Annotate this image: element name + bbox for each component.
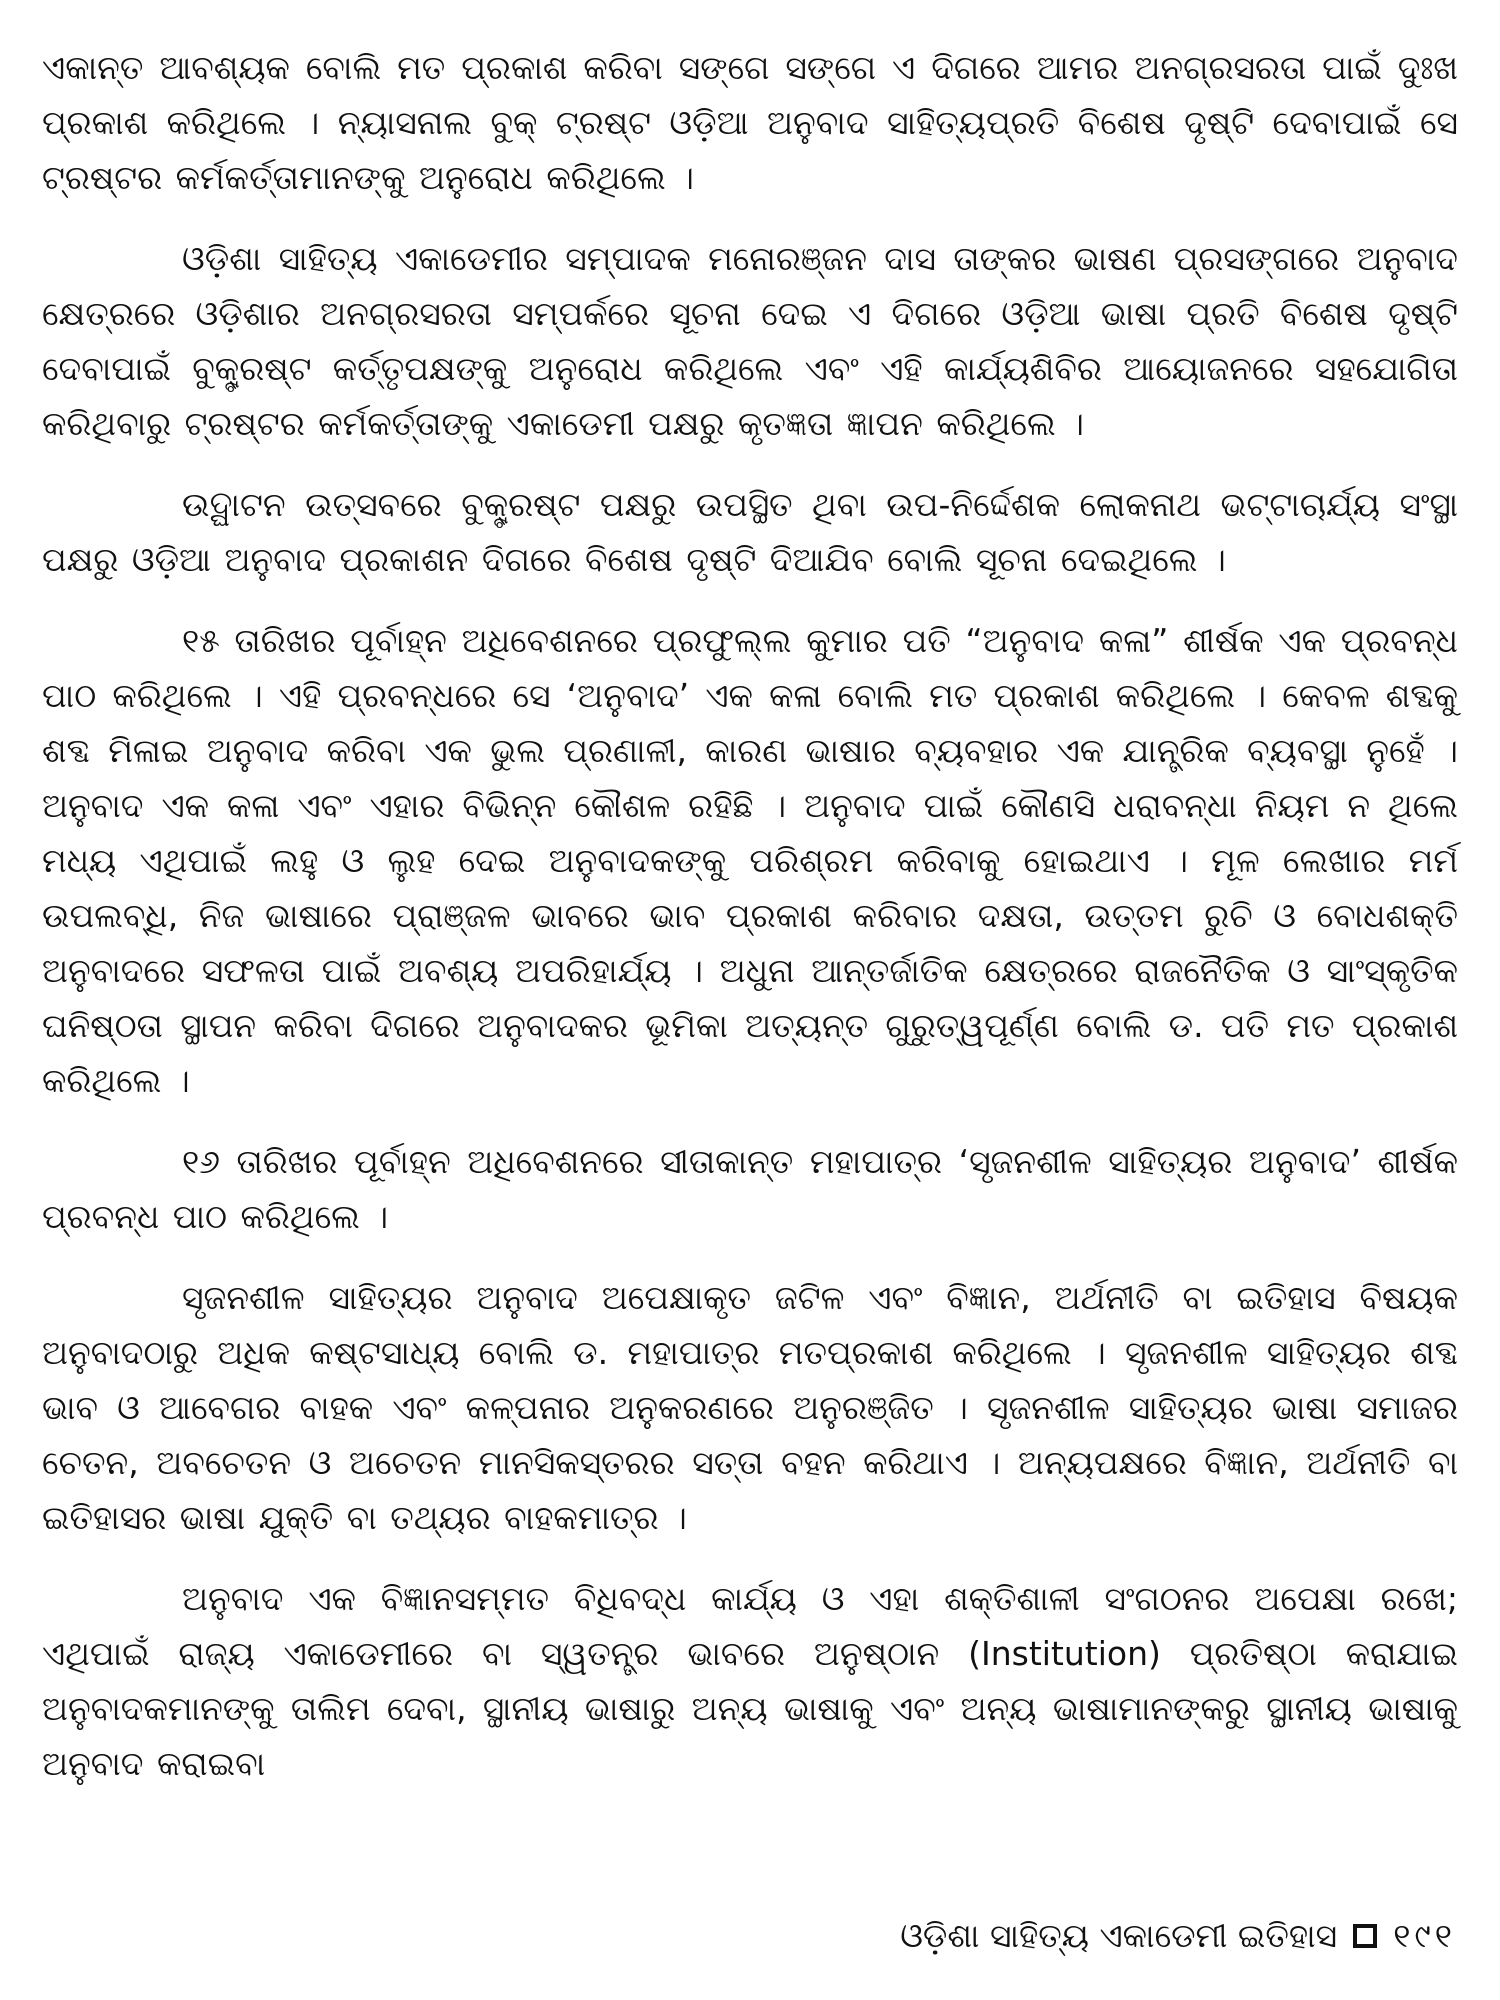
paragraph-2: ଓଡ଼ିଶା ସାହିତ୍ୟ ଏକାଡେମୀର ସମ୍ପାଦକ ମନୋରଞ୍ଜନ ଦାସ ତାଙ୍କର ଭାଷଣ ପ୍ରସଙ୍ଗରେ ଅନୁବାଦ କ୍ଷେତ୍ରରେ ଓଡ଼ିଶାର ଅନଗ୍ରସରତା ସମ୍ପର୍କରେ ସୂଚନା ଦେଇ ଏ ଦିଗରେ ଓଡ଼ିଆ ଭାଷା ପ୍ରତି ବିଶେଷ ଦୃଷ୍ଟି ଦେବାପାଇଁ ବୁକ୍ଟ୍ରଷ୍ଟ କର୍ତ୍ତୃପକ୍ଷଙ୍କୁ ଅନୁରୋଧ କରିଥିଲେ ଏବଂ ଏହି କାର୍ଯ୍ୟଶିବିର ଆୟୋଜନରେ ସହଯୋଗିତା କରିଥିବାରୁ ଟ୍ରଷ୍ଟର କର୍ମକର୍ତ୍ତାଙ୍କୁ ଏକାଡେମୀ ପକ୍ଷରୁ କୃତଜ୍ଞତା ଜ୍ଞାପନ କରିଥିଲେ । [42, 239, 1458, 443]
footer-book-title: ଓଡ଼ିଶା ସାହିତ୍ୟ ଏକାଡେମୀ ଇତିହାସ [900, 1916, 1338, 1955]
page-footer [900, 1914, 1456, 1958]
square-outline-icon [1353, 1924, 1377, 1948]
document-page [42, 40, 1458, 1920]
paragraph-4: ୧୫ ତାରିଖର ପୂର୍ବାହ୍ନ ଅଧିବେଶନରେ ପ୍ରଫୁଲ୍ଲ କୁମାର ପତି “ଅନୁବାଦ କଳା” ଶୀର୍ଷକ ଏକ ପ୍ରବନ୍ଧ ପାଠ କରିଥିଲେ । ଏହି ପ୍ରବନ୍ଧରେ ସେ ‘ଅନୁବାଦ’ ଏକ କଳା ବୋଲି ମତ ପ୍ରକାଶ କରିଥିଲେ । କେବଳ ଶବ୍ଦକୁ ଶବ୍ଦ ମିଳାଇ ଅନୁବାଦ କରିବା ଏକ ଭୁଲ ପ୍ରଣାଳୀ, କାରଣ ଭାଷାର ବ୍ୟବହାର ଏକ ଯାନ୍ତ୍ରିକ ବ୍ୟବସ୍ଥା ନୁହେଁ । ଅନୁବାଦ ଏକ କଳା ଏବଂ ଏହାର ବିଭିନ୍ନ କୌଶଳ ରହିଛି । ଅନୁବାଦ ପାଇଁ କୌଣସି ଧରାବନ୍ଧା ନିୟମ ନ ଥିଲେ ମଧ୍ୟ ଏଥିପାଇଁ ଲହୁ ଓ ଲୁହ ଦେଇ ଅନୁବାଦକଙ୍କୁ ପରିଶ୍ରମ କରିବାକୁ ହୋଇଥାଏ । ମୂଳ ଲେଖାର ମର୍ମ ଉପଲବ୍ଧି, ନିଜ ଭାଷାରେ ପ୍ରାଞ୍ଜଳ ଭାବରେ ଭାବ ପ୍ରକାଶ କରିବାର ଦକ୍ଷତା, ଉତ୍ତମ ରୁଚି ଓ ବୋଧଶକ୍ତି ଅନୁବାଦରେ ସଫଳତା ପାଇଁ ଅବଶ୍ୟ ଅପରିହାର୍ଯ୍ୟ । ଅଧୁନା ଆନ୍ତର୍ଜାତିକ କ୍ଷେତ୍ରରେ ରାଜନୈତିକ ଓ ସାଂସ୍କୃତିକ ଘନିଷ୍ଠତା ସ୍ଥାପନ କରିବା ଦିଗରେ ଅନୁବାଦକର ଭୂମିକା ଅତ୍ୟନ୍ତ ଗୁରୁତ୍ୱପୂର୍ଣ୍ଣ ବୋଲି ଡ. ପତି ମତ ପ୍ରକାଶ କରିଥିଲେ । [42, 621, 1458, 1100]
page-number: ୧୯୧ [1393, 1916, 1456, 1955]
paragraph-6: ସୃଜନଶୀଳ ସାହିତ୍ୟର ଅନୁବାଦ ଅପେକ୍ଷାକୃତ ଜଟିଳ ଏବଂ ବିଜ୍ଞାନ, ଅର୍ଥନୀତି ବା ଇତିହାସ ବିଷୟକ ଅନୁବାଦଠାରୁ ଅଧିକ କଷ୍ଟସାଧ୍ୟ ବୋଲି ଡ. ମହାପାତ୍ର ମତପ୍ରକାଶ କରିଥିଲେ । ସୃଜନଶୀଳ ସାହିତ୍ୟର ଶବ୍ଦ ଭାବ ଓ ଆବେଗର ବାହକ ଏବଂ କଳ୍ପନାର ଅନୁକରଣରେ ଅନୁରଞ୍ଜିତ । ସୃଜନଶୀଳ ସାହିତ୍ୟର ଭାଷା ସମାଜର ଚେତନ, ଅବଚେତନ ଓ ଅଚେତନ ମାନସିକସ୍ତରର ସତ୍ତା ବହନ କରିଥାଏ । ଅନ୍ୟପକ୍ଷରେ ବିଜ୍ଞାନ, ଅର୍ଥନୀତି ବା ଇତିହାସର ଭାଷା ଯୁକ୍ତି ବା ତଥ୍ୟର ବାହକମାତ୍ର । [42, 1278, 1458, 1537]
paragraph-1: ଏକାନ୍ତ ଆବଶ୍ୟକ ବୋଲି ମତ ପ୍ରକାଶ କରିବା ସଙ୍ଗେ ସଙ୍ଗେ ଏ ଦିଗରେ ଆମର ଅନଗ୍ରସରତା ପାଇଁ ଦୁଃଖ ପ୍ରକାଶ କରିଥିଲେ । ନ୍ୟାସନାଲ ବୁକ୍ ଟ୍ରଷ୍ଟ ଓଡ଼ିଆ ଅନୁବାଦ ସାହିତ୍ୟପ୍ରତି ବିଶେଷ ଦୃଷ୍ଟି ଦେବାପାଇଁ ସେ ଟ୍ରଷ୍ଟର କର୍ମକର୍ତ୍ତାମାନଙ୍କୁ ଅନୁରୋଧ କରିଥିଲେ । [42, 48, 1458, 197]
paragraph-5: ୧୬ ତାରିଖର ପୂର୍ବାହ୍ନ ଅଧିବେଶନରେ ସୀତାକାନ୍ତ ମହାପାତ୍ର ‘ସୃଜନଶୀଳ ସାହିତ୍ୟର ଅନୁବାଦ’ ଶୀର୍ଷକ ପ୍ରବନ୍ଧ ପାଠ କରିଥିଲେ । [42, 1142, 1458, 1236]
paragraph-7: ଅନୁବାଦ ଏକ ବିଜ୍ଞାନସମ୍ମତ ବିଧିବଦ୍ଧ କାର୍ଯ୍ୟ ଓ ଏହା ଶକ୍ତିଶାଳୀ ସଂଗଠନର ଅପେକ୍ଷା ରଖେ; ଏଥିପାଇଁ ରାଜ୍ୟ ଏକାଡେମୀରେ ବା ସ୍ୱତନ୍ତ୍ର ଭାବରେ ଅନୁଷ୍ଠାନ (Institution) ପ୍ରତିଷ୍ଠା କରାଯାଇ ଅନୁବାଦକମାନଙ୍କୁ ତାଲିମ ଦେବା, ସ୍ଥାନୀୟ ଭାଷାରୁ ଅନ୍ୟ ଭାଷାକୁ ଏବଂ ଅନ୍ୟ ଭାଷାମାନଙ୍କରୁ ସ୍ଥାନୀୟ ଭାଷାକୁ ଅନୁବାଦ କରାଇବା [42, 1579, 1458, 1783]
paragraph-3: ଉଦ୍ଘାଟନ ଉତ୍ସବରେ ବୁକ୍ଟ୍ରଷ୍ଟ ପକ୍ଷରୁ ଉପସ୍ଥିତ ଥିବା ଉପ-ନିର୍ଦ୍ଦେଶକ ଲୋକନାଥ ଭଟ୍ଟାଚାର୍ଯ୍ୟ ସଂସ୍ଥା ପକ୍ଷରୁ ଓଡ଼ିଆ ଅନୁବାଦ ପ୍ରକାଶନ ଦିଗରେ ବିଶେଷ ଦୃଷ୍ଟି ଦିଆଯିବ ବୋଲି ସୂଚନା ଦେଇଥିଲେ । [42, 485, 1458, 579]
